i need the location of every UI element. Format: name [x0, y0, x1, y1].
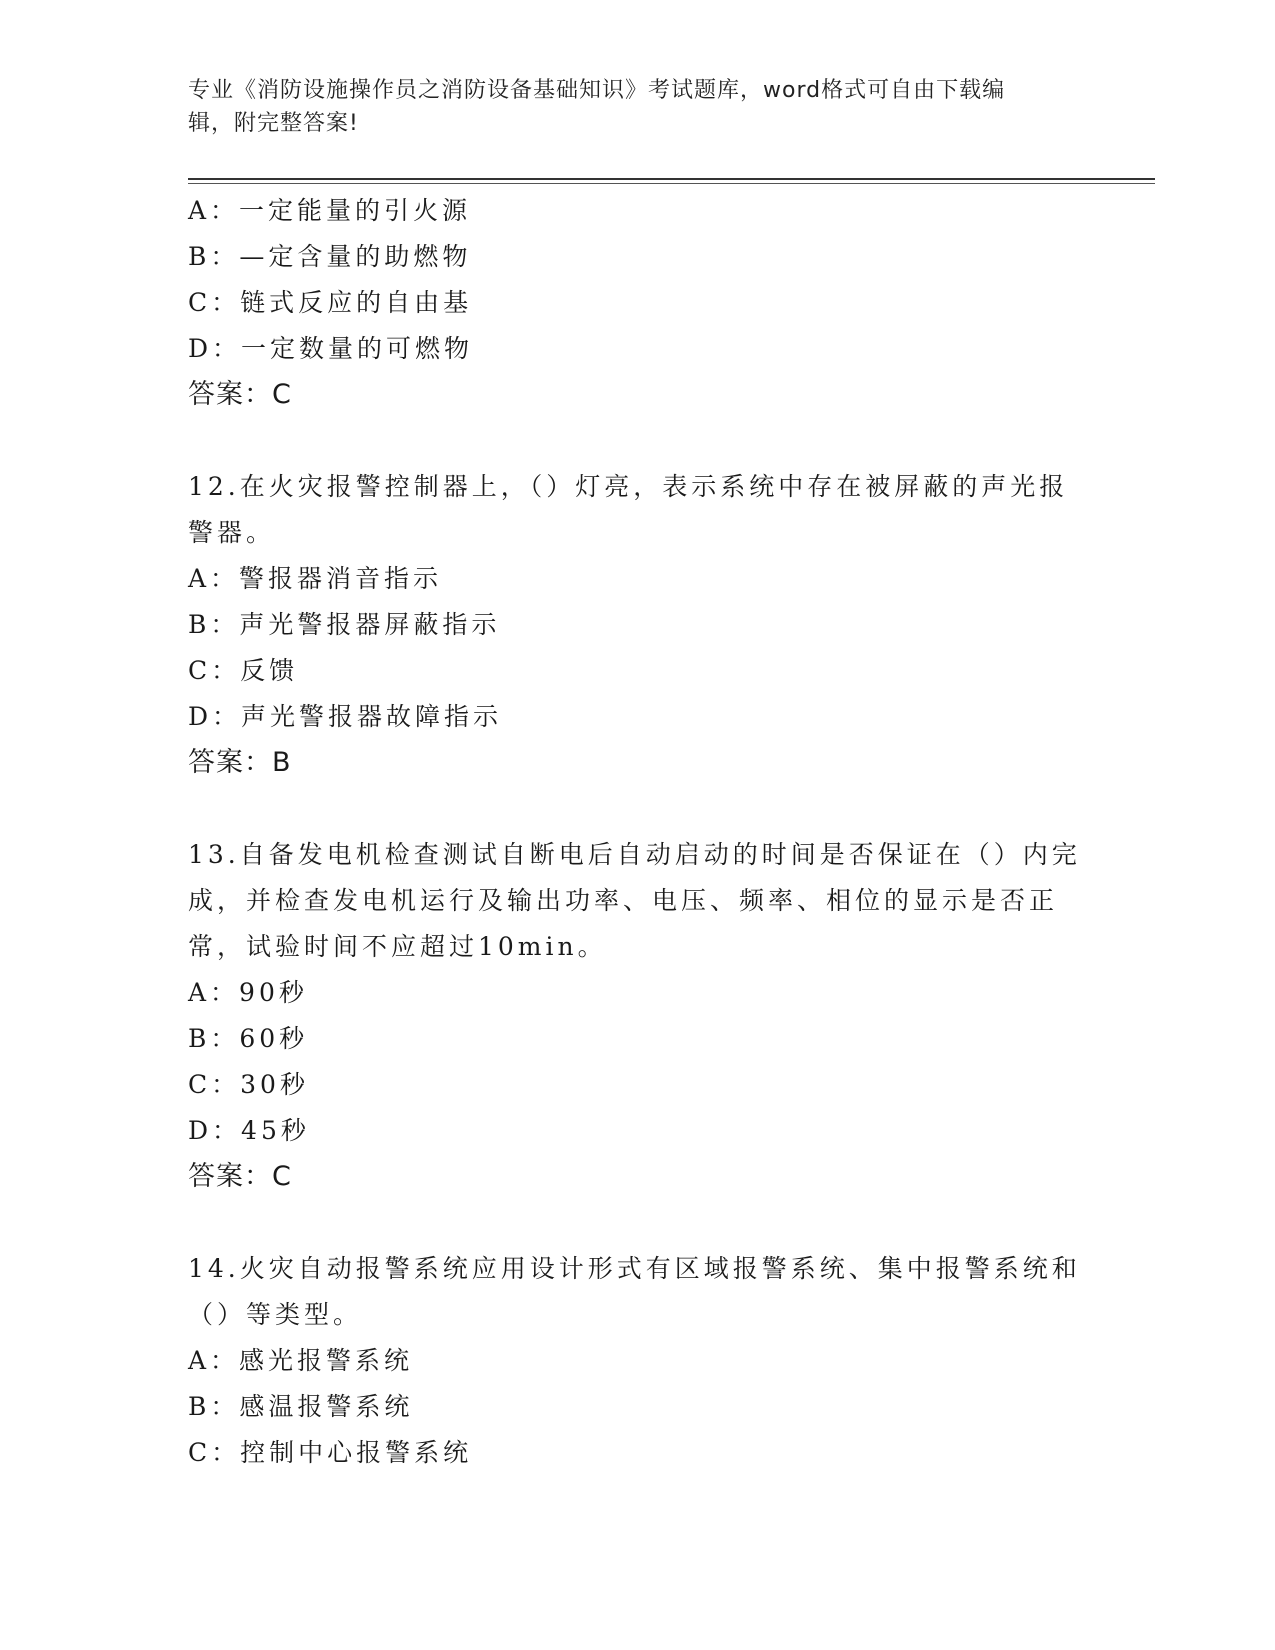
spacer: [188, 418, 1088, 464]
question-text-line-1: 12.在火灾报警控制器上，（）灯亮，表示系统中存在被屏蔽的声光报: [188, 472, 1069, 501]
question-list: [188, 188, 1088, 1476]
option-b: B：—定含量的助燃物: [188, 242, 472, 271]
option-b: B：感温报警系统: [188, 1392, 414, 1421]
question-text-line-2: 警器。: [188, 518, 276, 547]
answer-label: 答案：C: [188, 379, 292, 410]
option-a: A：警报器消音指示: [188, 564, 443, 593]
question-text-line-2: （）等类型。: [188, 1300, 363, 1329]
option-a: A：感光报警系统: [188, 1346, 414, 1375]
option-a: A：一定能量的引火源: [188, 196, 472, 225]
question-14: [188, 1246, 1088, 1476]
option-c: C：链式反应的自由基: [188, 288, 473, 317]
option-c: C：控制中心报警系统: [188, 1438, 473, 1467]
answer-label: 答案：B: [188, 747, 292, 778]
option-c: C：反馈: [188, 656, 299, 685]
option-c: C：30秒: [188, 1070, 309, 1099]
header-divider-thin: [188, 183, 1155, 184]
option-b: B：60秒: [188, 1024, 309, 1053]
question-text-line-2: 成，并检查发电机运行及输出功率、电压、频率、相位的显示是否正: [188, 886, 1059, 915]
option-d: D：45秒: [188, 1116, 310, 1145]
question-text-line-1: 14.火灾自动报警系统应用设计形式有区域报警系统、集中报警系统和: [188, 1254, 1081, 1283]
header-divider-thick: [188, 178, 1155, 180]
question-text-line-1: 13.自备发电机检查测试自断电后自动启动的时间是否保证在（）内完: [188, 840, 1081, 869]
question-text-line-3: 常，试验时间不应超过10min。: [188, 932, 607, 961]
option-b: B：声光警报器屏蔽指示: [188, 610, 501, 639]
header-line-2: 辑，附完整答案!: [188, 111, 359, 136]
option-d: D：声光警报器故障指示: [188, 702, 503, 731]
spacer: [188, 1200, 1088, 1246]
option-d: D：一定数量的可燃物: [188, 334, 474, 363]
question-12: [188, 464, 1088, 786]
answer-label: 答案：C: [188, 1161, 292, 1192]
header-line-1: 专业《消防设施操作员之消防设备基础知识》考试题库，word格式可自由下载编: [188, 78, 1006, 103]
question-13: [188, 832, 1088, 1200]
document-header: [188, 74, 1068, 140]
spacer: [188, 786, 1088, 832]
question-11: [188, 188, 1088, 418]
option-a: A：90秒: [188, 978, 308, 1007]
